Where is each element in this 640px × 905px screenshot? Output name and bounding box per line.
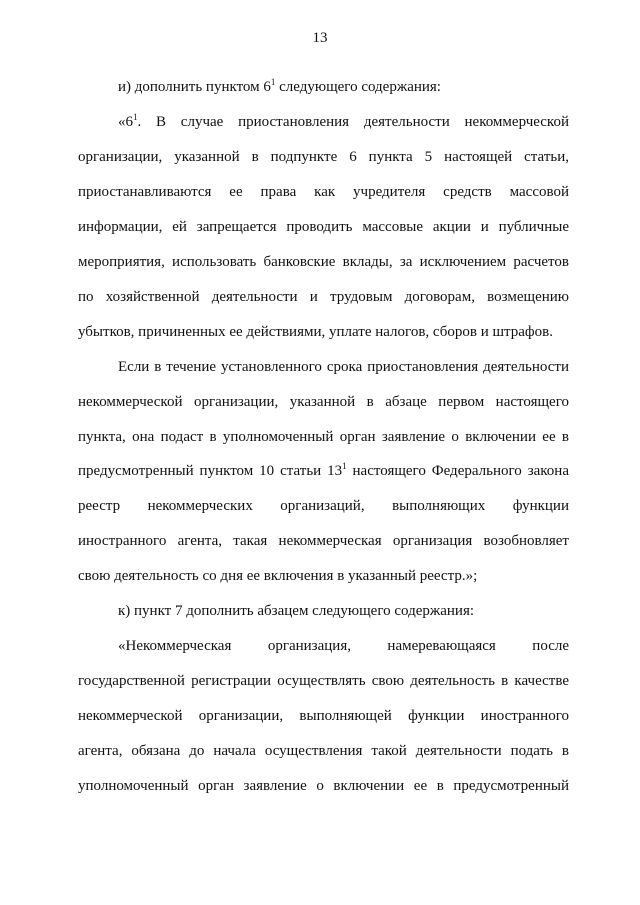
- paragraph-line: Если в течение установленного срока приостановления деятельности: [118, 359, 569, 375]
- paragraph-line: некоммерческой организации, указанной в абзаце первом настоящего: [78, 394, 569, 410]
- superscript: 1: [342, 461, 347, 471]
- paragraph-line: иностранного агента, такая некоммерческая организация возобновляет: [78, 533, 569, 549]
- superscript: 1: [133, 112, 138, 122]
- paragraph-line: приостанавливаются ее права как учредителя средств массовой: [78, 184, 569, 200]
- text-fragment: и) дополнить пунктом 6: [118, 79, 271, 95]
- text-fragment: предусмотренный пунктом 10 статьи 13: [78, 463, 343, 479]
- paragraph-line: некоммерческой организации, выполняющей функции иностранного: [78, 708, 569, 724]
- paragraph-line: убытков, причиненных ее действиями, уплате налогов, сборов и штрафов.: [78, 324, 553, 340]
- paragraph-line: реестр некоммерческих организаций, выполняющих функции: [78, 498, 569, 514]
- paragraph-line: [118, 113, 569, 131]
- paragraph-line: пункта, она подаст в уполномоченный орган заявление о включении ее в: [78, 429, 569, 445]
- page-number: 13: [312, 30, 328, 46]
- amendment-item-k: к) пункт 7 дополнить абзацем следующего содержания:: [118, 603, 475, 619]
- paragraph-line: информации, ей запрещается проводить массовые акции и публичные: [78, 219, 569, 235]
- paragraph-line: организации, указанной в подпункте 6 пункта 5 настоящей статьи,: [78, 149, 569, 165]
- text-fragment: . В случае приостановления деятельности некоммерческой: [137, 114, 569, 130]
- paragraph-line: государственной регистрации осуществлять свою деятельность в качестве: [78, 673, 569, 689]
- paragraph-line: свою деятельность со дня ее включения в указанный реестр.»;: [78, 568, 478, 584]
- text-fragment: настоящего Федерального закона: [346, 463, 569, 479]
- amendment-item-i: [118, 78, 569, 96]
- paragraph-line: мероприятия, использовать банковские вклады, за исключением расчетов: [78, 254, 569, 270]
- paragraph-line: уполномоченный орган заявление о включении ее в предусмотренный: [78, 778, 569, 794]
- paragraph-line: по хозяйственной деятельности и трудовым договорам, возмещению: [78, 289, 569, 305]
- paragraph-line: «Некоммерческая организация, намеревающаяся после: [118, 638, 569, 654]
- paragraph-line: агента, обязана до начала осуществления такой деятельности подать в: [78, 743, 569, 759]
- text-fragment: «6: [118, 114, 133, 130]
- superscript: 1: [270, 77, 276, 87]
- text-fragment: следующего содержания:: [275, 79, 441, 95]
- paragraph-line: [78, 462, 569, 480]
